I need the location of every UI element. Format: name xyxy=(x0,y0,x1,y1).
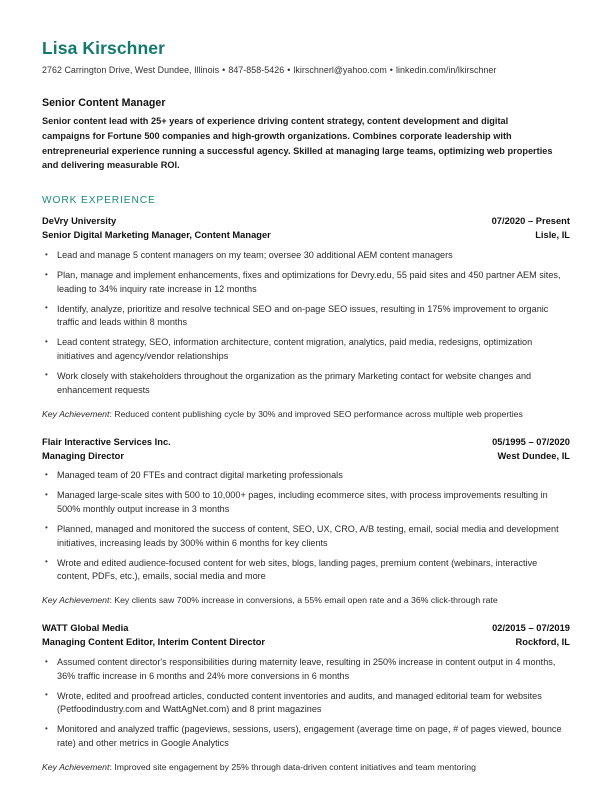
job-header-row xyxy=(42,436,570,450)
job-entry xyxy=(42,215,570,420)
job-title: Managing Director xyxy=(42,450,124,461)
job-bullet: • Plan, manage and implement enhancements, fixes and optimizations for Devry.edu, 55 paid sites and 450 partner AEM sites, leading to 34% inquiry rate increase in 12 months xyxy=(42,269,570,297)
key-achievement xyxy=(42,594,570,607)
job-dates: 07/2020 – Present xyxy=(491,216,570,227)
key-achievement-text: : Key clients saw 700% increase in conversions, a 55% email open rate and a 36% click-through rate xyxy=(109,595,498,606)
job-title: Senior Digital Marketing Manager, Content Manager xyxy=(42,230,271,241)
job-bullet: • Identify, analyze, prioritize and resolve technical SEO and on-page SEO issues, resulting in 175% improvement to organic traffic and leads within 8 months xyxy=(42,303,570,331)
job-bullet: • Managed large-scale sites with 500 to 10,000+ pages, including ecommerce sites, with process improvements resulting in 500% monthly output increase in 3 months xyxy=(42,489,570,517)
job-company: WATT Global Media xyxy=(42,623,129,634)
job-header-row xyxy=(42,215,570,229)
summary-body: Senior content lead with 25+ years of experience driving content strategy, content development and digital campaigns for Fortune 500 companies and high-growth organizations. Combines corporate leadership with entrepreneurial experience running a successful agency. Skilled at managing large teams, optimizing web properties and delivering measurable ROI. xyxy=(42,115,553,171)
key-achievement xyxy=(42,761,570,774)
candidate-name: Lisa Kirschner xyxy=(42,38,165,58)
job-bullet-list xyxy=(42,469,570,584)
summary-section xyxy=(42,97,570,174)
key-achievement-text: : Improved site engagement by 25% through data-driven content initiatives and team mentoring xyxy=(109,761,476,772)
job-bullet: • Planned, managed and monitored the success of content, SEO, UX, CRO, A/B testing, email, social media and development initiatives, increasing leads by 300% within 6 months for key clients xyxy=(42,523,570,551)
job-entry xyxy=(42,622,570,774)
job-bullet-list xyxy=(42,656,570,751)
contact-separator: • xyxy=(222,65,226,76)
job-location: West Dundee, IL xyxy=(497,450,570,461)
job-bullet: • Assumed content director's responsibilities during maternity leave, resulting in 250% increase in content output in 4 months, 36% traffic increase in 6 months and 24% more conversions in 6 months xyxy=(42,656,570,684)
key-achievement-text: : Reduced content publishing cycle by 30% and improved SEO performance across multiple web properties xyxy=(109,408,523,419)
contact-line xyxy=(42,65,570,77)
key-achievement xyxy=(42,408,570,421)
job-bullet: • Monitored and analyzed traffic (pageviews, sessions, users), engagement (average time on page, # of pages viewed, bounce rate) and other metrics in Google Analytics xyxy=(42,723,570,751)
contact-email[interactable]: lkirschnerl@yahoo.com xyxy=(293,65,387,76)
work-experience-section xyxy=(42,195,570,774)
job-bullet: • Managed team of 20 FTEs and contract digital marketing professionals xyxy=(42,469,570,483)
job-location: Rockford, IL xyxy=(515,637,570,648)
job-title-row xyxy=(42,229,570,243)
job-bullet-list xyxy=(42,249,570,397)
key-achievement-label: Key Achievement xyxy=(42,761,110,772)
job-title: Managing Content Editor, Interim Content Director xyxy=(42,637,266,648)
contact-separator: • xyxy=(287,65,291,76)
job-bullet: • Work closely with stakeholders throughout the organization as the primary Marketing contact for website changes and enhancement requests xyxy=(42,370,570,398)
job-title-row xyxy=(42,450,570,464)
key-achievement-label: Key Achievement xyxy=(42,408,110,419)
job-entry xyxy=(42,436,570,608)
section-heading-work-experience: WORK EXPERIENCE xyxy=(42,195,156,207)
summary-title: Senior Content Manager xyxy=(42,96,166,109)
job-header-row xyxy=(42,622,570,636)
job-bullet: • Wrote and edited audience-focused content for web sites, blogs, landing pages, premium content (webinars, interactive content, PDFs, etc.), emails, social media and more xyxy=(42,557,570,585)
resume-header xyxy=(42,38,570,77)
contact-linkedin[interactable]: linkedin.com/in/lkirschner xyxy=(395,65,497,76)
contact-address: 2762 Carrington Drive, West Dundee, Illinois xyxy=(42,65,220,76)
job-bullet: • Wrote, edited and proofread articles, conducted content inventories and audits, and managed editorial team for websites (Petfoodindustry.com and WattAgNet.com) and 8 print magazines xyxy=(42,690,570,718)
job-company: DeVry University xyxy=(42,216,117,227)
job-dates: 05/1995 – 07/2020 xyxy=(492,436,570,447)
job-location: Lisle, IL xyxy=(535,230,570,241)
job-company: Flair Interactive Services Inc. xyxy=(42,436,171,447)
job-dates: 02/2015 – 07/2019 xyxy=(492,623,570,634)
contact-separator: • xyxy=(389,65,393,76)
job-bullet: • Lead and manage 5 content managers on my team; oversee 30 additional AEM content managers xyxy=(42,249,570,263)
key-achievement-label: Key Achievement xyxy=(42,595,110,606)
job-title-row xyxy=(42,636,570,650)
job-bullet: • Lead content strategy, SEO, information architecture, content migration, analytics, paid media, redesigns, optimization initiatives and agency/vendor relationships xyxy=(42,336,570,364)
contact-phone: 847-858-5426 xyxy=(228,65,285,76)
